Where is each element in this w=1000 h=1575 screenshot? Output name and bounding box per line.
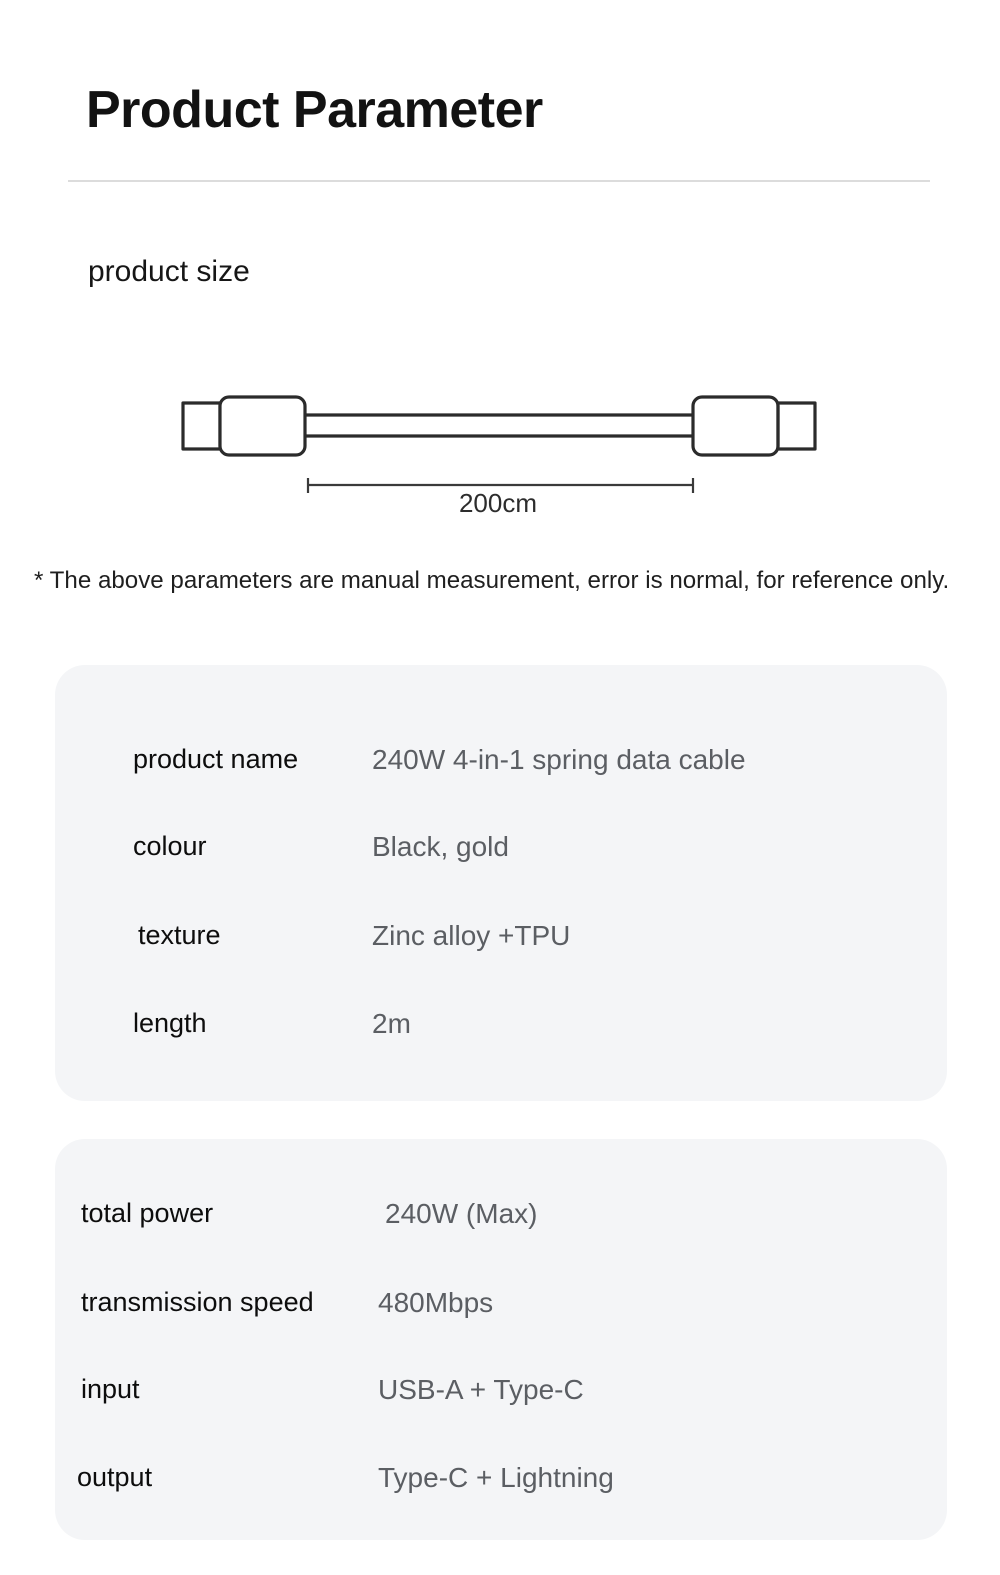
spec-label-transmission-speed: transmission speed (81, 1287, 314, 1317)
spec-label-length: length (133, 1008, 207, 1038)
spec-value-colour: Black, gold (372, 831, 509, 862)
spec-label-total-power: total power (81, 1198, 214, 1228)
spec-label-texture: texture (138, 920, 221, 950)
spec-value-length: 2m (372, 1008, 411, 1039)
measurement-disclaimer: * The above parameters are manual measurement, error is normal, for reference only. (34, 567, 950, 594)
spec-value-texture: Zinc alloy +TPU (372, 920, 571, 951)
cable-length-dimension-value: 200cm (458, 488, 538, 518)
spec-card-general (55, 665, 947, 1101)
page-title: Product Parameter (86, 81, 543, 139)
spec-value-output: Type-C + Lightning (378, 1462, 614, 1493)
spec-label-product-name: product name (133, 744, 299, 774)
spec-value-total-power: 240W (Max) (385, 1198, 538, 1229)
spec-value-transmission-speed: 480Mbps (378, 1287, 494, 1318)
cable-length-dimension-label (0, 490, 1000, 516)
section-label-product-size: product size (88, 255, 250, 288)
spec-label-colour: colour (133, 831, 207, 861)
spec-value-input: USB-A + Type-C (378, 1374, 584, 1405)
spec-card-performance (55, 1139, 947, 1540)
spec-value-product-name: 240W 4-in-1 spring data cable (372, 744, 746, 775)
title-divider (68, 180, 930, 182)
spec-label-output: output (77, 1462, 153, 1492)
spec-label-input: input (81, 1374, 140, 1404)
